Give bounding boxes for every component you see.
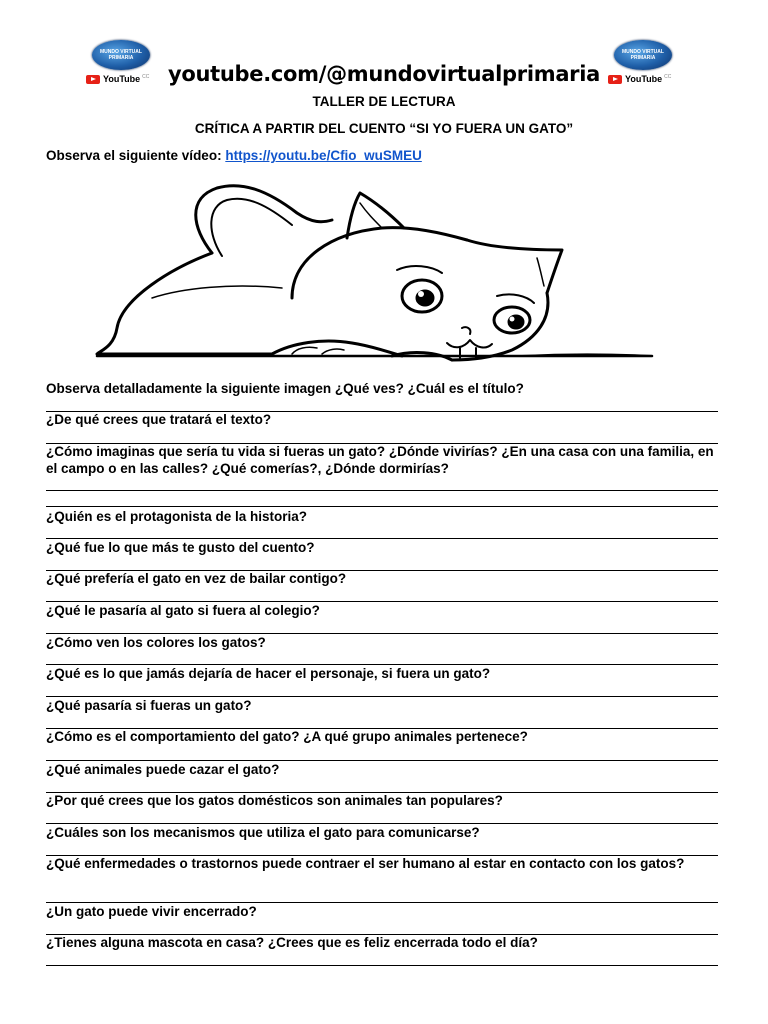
question-9: ¿Qué es lo que jamás dejaría de hacer el personaje, si fuera un gato?	[46, 666, 491, 681]
question-1: Observa detalladamente la siguiente imagen ¿Qué ves? ¿Cuál es el título?	[46, 381, 524, 396]
answer-line-17-1[interactable]	[46, 965, 718, 966]
question-16: ¿Un gato puede vivir encerrado?	[46, 904, 257, 919]
page-title: TALLER DE LECTURA	[312, 94, 456, 109]
question-6: ¿Qué prefería el gato en vez de bailar contigo?	[46, 571, 347, 586]
question-13: ¿Por qué crees que los gatos domésticos son animales tan populares?	[46, 793, 503, 808]
question-12: ¿Qué animales puede cazar el gato?	[46, 762, 280, 777]
answer-line-3-2[interactable]	[46, 506, 718, 507]
answer-line-3-1[interactable]	[46, 490, 718, 491]
cc-mark: CC	[664, 74, 672, 80]
question-5: ¿Qué fue lo que más te gusto del cuento?	[46, 540, 315, 555]
question-15: ¿Qué enfermedades o trastornos puede contraer el ser humano al estar en contacto con los gatos?	[46, 856, 685, 871]
logo-text: MUNDO VIRTUAL PRIMARIA	[622, 49, 664, 61]
question-10: ¿Qué pasaría si fueras un gato?	[46, 698, 252, 713]
question-17: ¿Tienes alguna mascota en casa? ¿Crees que es feliz encerrada todo el día?	[46, 935, 538, 950]
page-subtitle: CRÍTICA A PARTIR DEL CUENTO “SI YO FUERA UN GATO”	[194, 121, 574, 136]
cc-mark: CC	[142, 74, 150, 80]
question-4: ¿Quién es el protagonista de la historia?	[46, 509, 308, 524]
question-7: ¿Qué le pasaría al gato si fuera al colegio?	[46, 603, 320, 618]
cat-illustration-icon	[92, 178, 658, 370]
question-2: ¿De qué crees que tratará el texto?	[46, 412, 272, 427]
youtube-label: YouTube	[103, 74, 141, 84]
question-11: ¿Cómo es el comportamiento del gato? ¿A qué grupo animales pertenece?	[46, 729, 528, 744]
question-3: ¿Cómo imaginas que sería tu vida si fueras un gato? ¿Dónde vivirías? ¿En una casa con una familia, en el campo o en las calles? ¿Qué comerías?, ¿Dónde dormirías?	[46, 444, 714, 476]
youtube-label: YouTube	[625, 74, 663, 84]
logo-text: MUNDO VIRTUAL PRIMARIA	[100, 49, 142, 61]
channel-url[interactable]: youtube.com/@mundovirtualprimaria	[167, 62, 601, 86]
video-prompt: Observa el siguiente vídeo:	[46, 148, 222, 163]
video-instruction	[46, 148, 422, 163]
question-8: ¿Cómo ven los colores los gatos?	[46, 635, 266, 650]
video-link[interactable]: https://youtu.be/Cfio_wuSMEU	[225, 148, 422, 163]
question-14: ¿Cuáles son los mecanismos que utiliza el gato para comunicarse?	[46, 825, 480, 840]
